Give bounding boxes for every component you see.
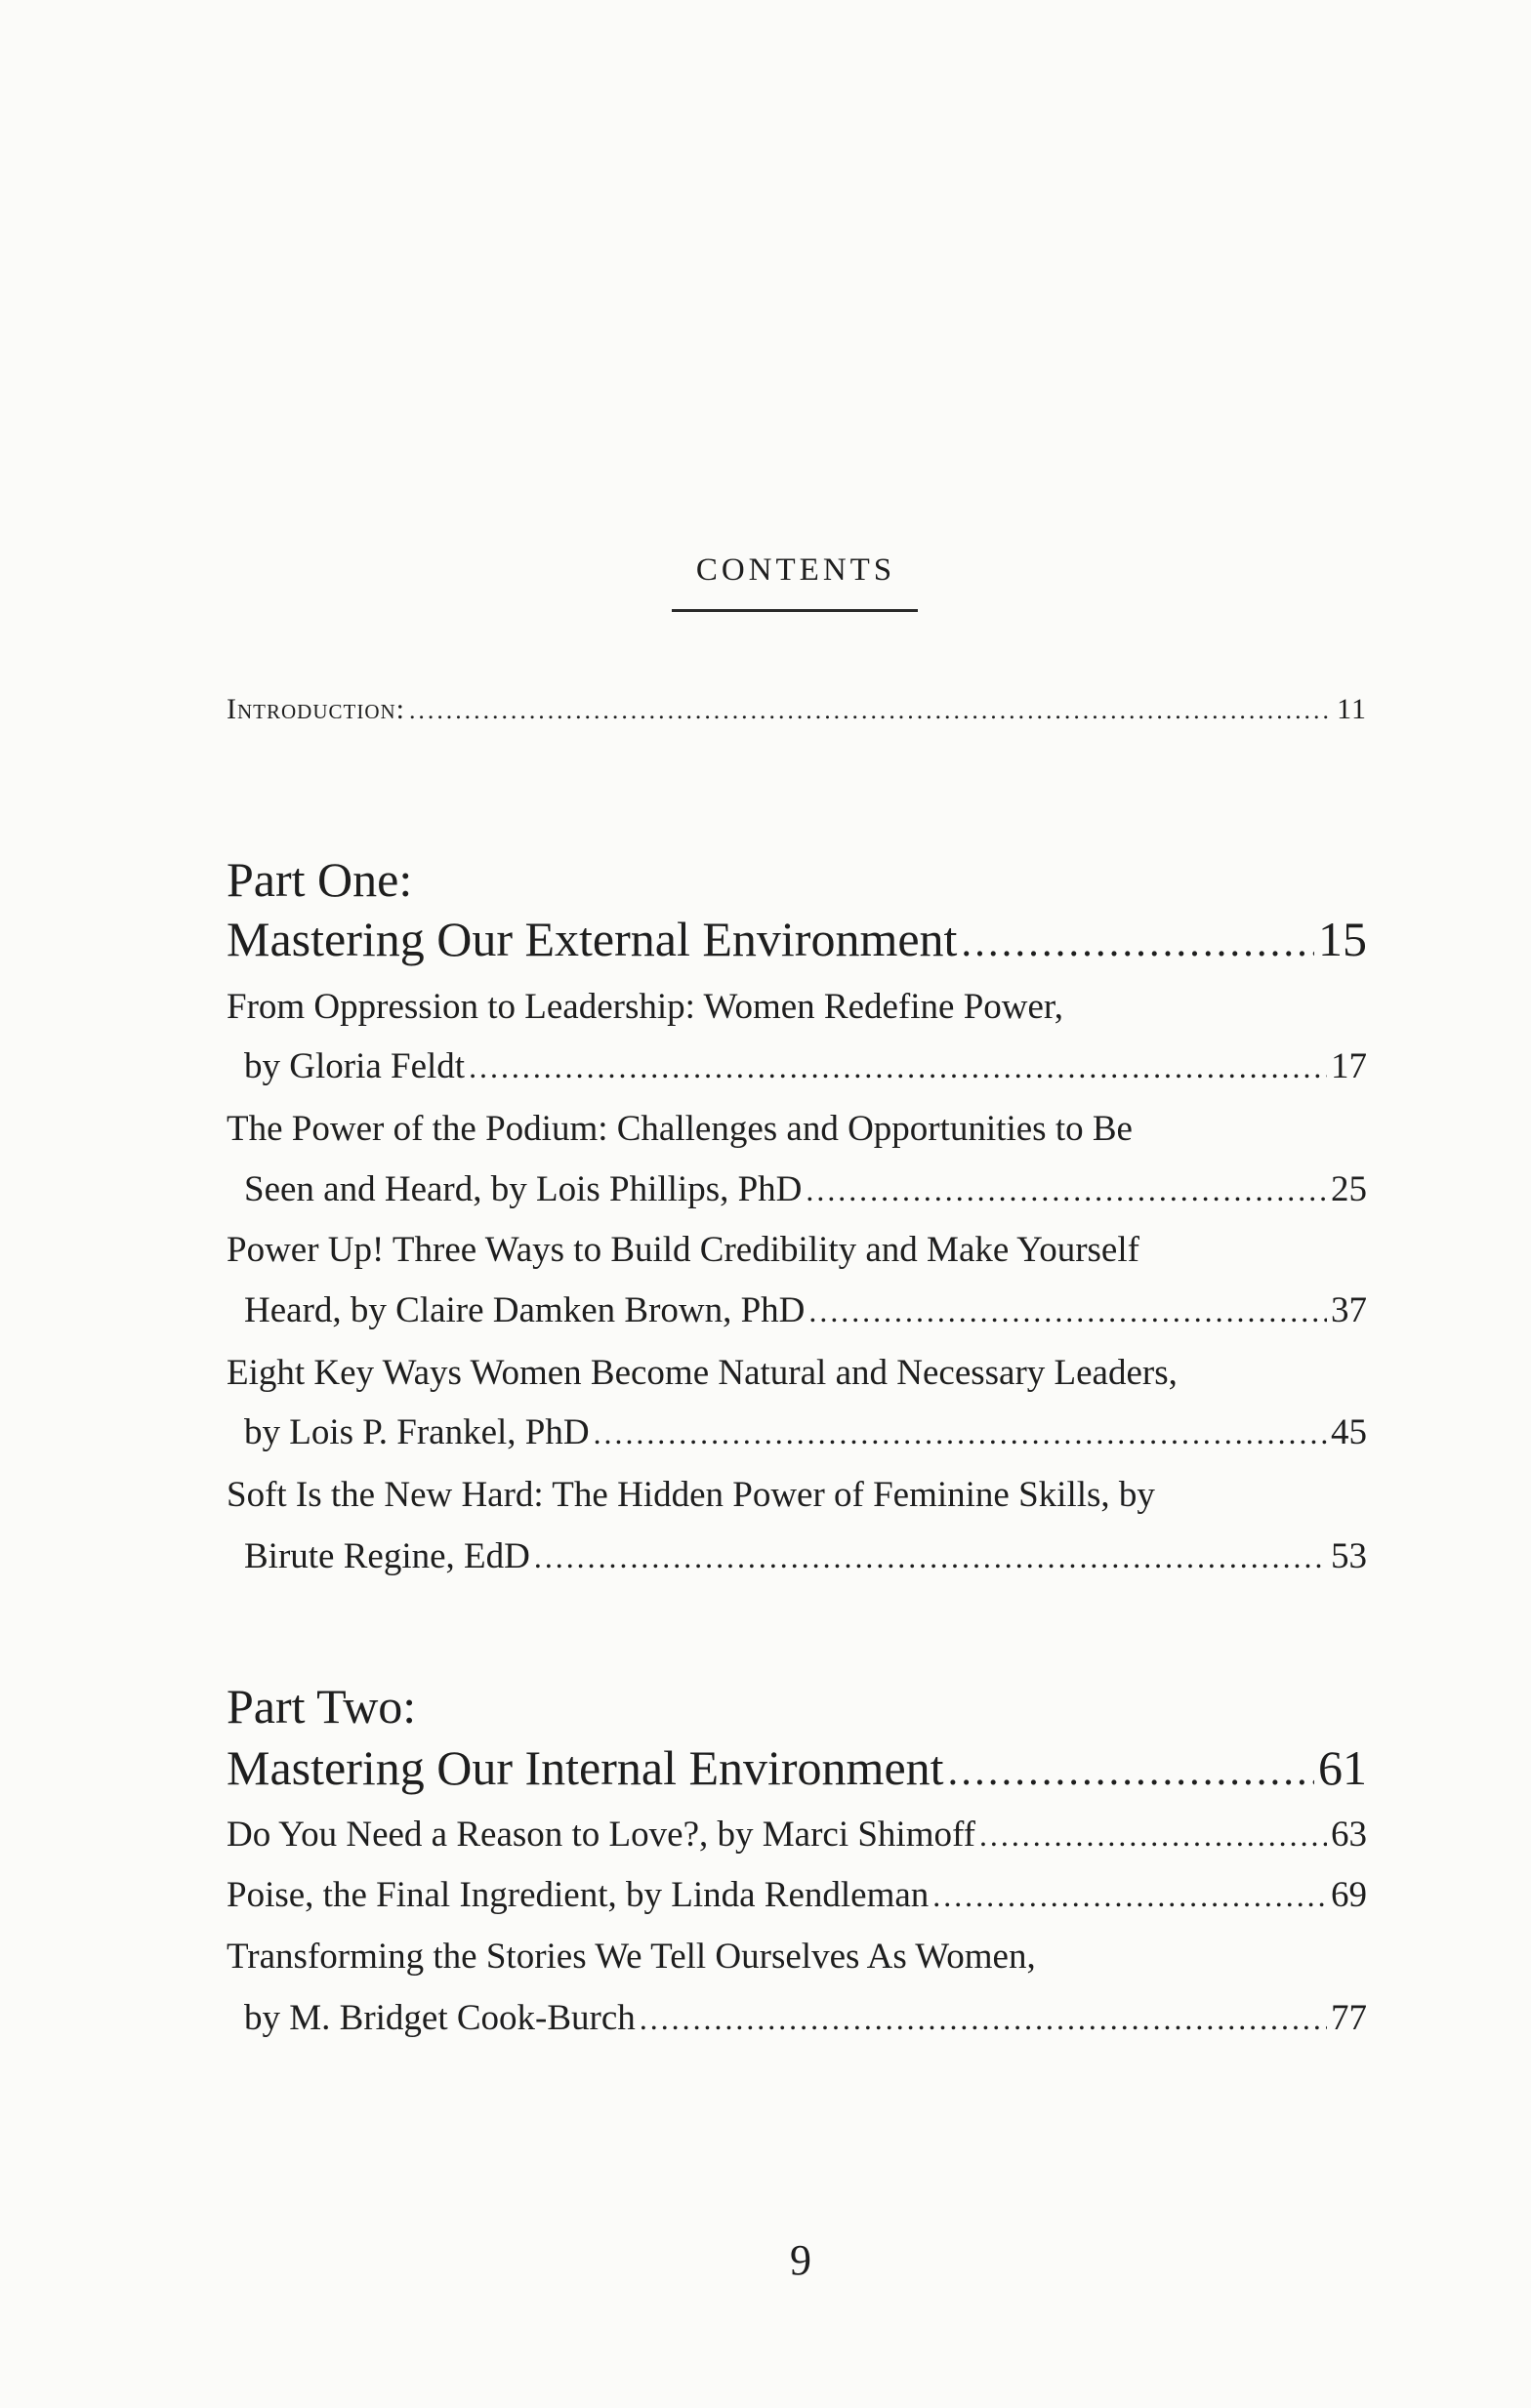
dot-leader: [534, 1535, 1327, 1580]
toc-entry: [227, 1873, 1367, 1918]
toc-entry-title: Seen and Heard, by Lois Phillips, PhD: [244, 1169, 803, 1209]
toc-entry: [244, 1044, 1367, 1089]
dot-leader: [640, 1997, 1327, 2042]
toc-page-number: 25: [1331, 1169, 1367, 1209]
toc-entry-title: by Lois P. Frankel, PhD: [244, 1412, 590, 1452]
toc-entry-introduction: [227, 687, 1367, 732]
toc-page-number: 45: [1331, 1412, 1367, 1452]
toc-part-two-title: [227, 1738, 1367, 1797]
part-two-label: Part Two:: [227, 1679, 417, 1734]
toc-entry-title: Mastering Our Internal Environment: [227, 1740, 944, 1795]
toc-entry-title: Heard, by Claire Damken Brown, PhD: [244, 1290, 806, 1330]
dot-leader: [979, 1814, 1327, 1858]
toc-entry-title: Birute Regine, EdD: [244, 1536, 530, 1576]
contents-heading: CONTENTS: [695, 552, 896, 588]
dot-leader: [409, 688, 1333, 733]
toc-entry-title: Poise, the Final Ingredient, by Linda Rendleman: [227, 1875, 930, 1915]
toc-entry: [227, 1813, 1367, 1857]
dot-leader: [806, 1168, 1327, 1213]
toc-page-number: 37: [1331, 1290, 1367, 1330]
dot-leader: [469, 1045, 1327, 1090]
toc-page-number: 63: [1331, 1815, 1367, 1855]
toc-page-number: 53: [1331, 1536, 1367, 1576]
toc-page-number: 77: [1331, 1998, 1367, 2038]
dot-leader: [808, 1289, 1327, 1334]
toc-entry: [244, 1167, 1367, 1212]
toc-entry-line: Soft Is the New Hard: The Hidden Power of Feminine Skills, by: [227, 1475, 1155, 1515]
toc-entry-line: Transforming the Stories We Tell Ourselves As Women,: [227, 1937, 1036, 1977]
toc-entry-line: Power Up! Three Ways to Build Credibility and Make Yourself: [227, 1230, 1139, 1270]
toc-entry-title: Introduction:: [227, 693, 405, 725]
toc-page-number: 17: [1331, 1046, 1367, 1086]
toc-entry-title: Mastering Our External Environment: [227, 912, 958, 966]
toc-page-number: 61: [1318, 1740, 1367, 1795]
toc-entry-title: Do You Need a Reason to Love?, by Marci Shimoff: [227, 1815, 975, 1855]
toc-part-one-title: [227, 910, 1367, 968]
toc-entry: [244, 1534, 1367, 1579]
page-number-footer: 9: [790, 2236, 811, 2284]
toc-entry: [244, 1996, 1367, 2041]
toc-entry: [244, 1410, 1367, 1455]
dot-leader: [932, 1874, 1327, 1919]
toc-entry-line: Eight Key Ways Women Become Natural and Necessary Leaders,: [227, 1353, 1178, 1393]
toc-entry-line: From Oppression to Leadership: Women Redefine Power,: [227, 987, 1063, 1027]
toc-page-number: 69: [1331, 1875, 1367, 1915]
toc-entry-title: by Gloria Feldt: [244, 1046, 466, 1086]
heading-underline: [672, 609, 918, 612]
toc-page-number: 11: [1337, 693, 1367, 725]
toc-entry: [244, 1288, 1367, 1333]
part-one-label: Part One:: [227, 852, 413, 907]
toc-entry-title: by M. Bridget Cook-Burch: [244, 1998, 636, 2038]
dot-leader: [961, 914, 1314, 972]
toc-entry-line: The Power of the Podium: Challenges and Opportunities to Be: [227, 1109, 1133, 1149]
toc-page-number: 15: [1318, 912, 1367, 966]
dot-leader: [948, 1742, 1314, 1801]
dot-leader: [594, 1411, 1327, 1456]
